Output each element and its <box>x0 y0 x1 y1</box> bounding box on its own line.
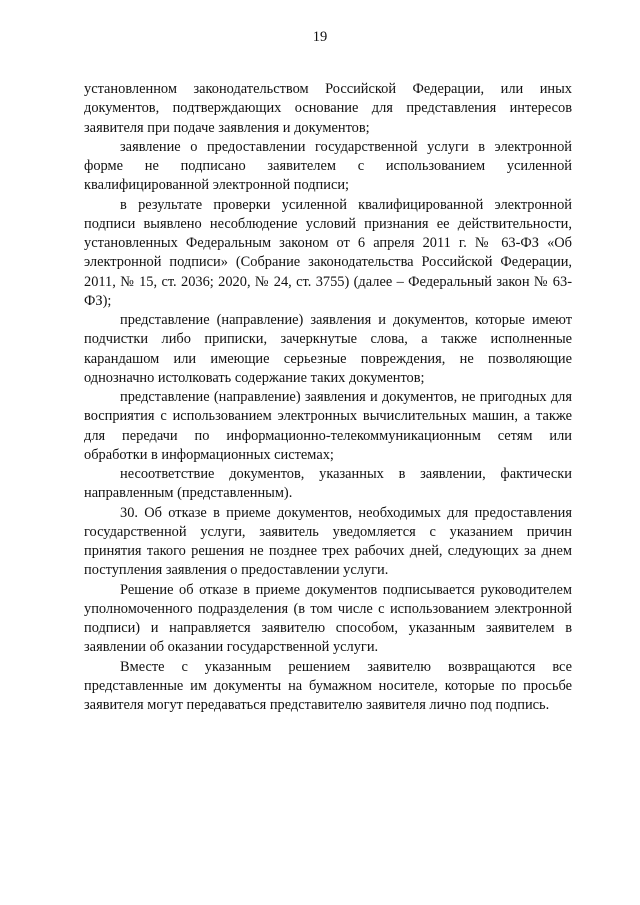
paragraph-mismatch: несоответствие документов, указанных в заявлении, фактически направленным (представленным). <box>84 466 572 502</box>
paragraph-documents-return: Вместе с указанным решением заявителю возвращаются все представленные им документы на бумажном носителе, которые по просьбе заявителя могут передаваться представителю заявителя лично под подпись. <box>84 658 572 713</box>
paragraph-damaged-documents: представление (направление) заявления и документов, которые имеют подчистки либо приписки, зачеркнутые слова, а также исполненные карандашом или имеющие серьезные повреждения, не позволяющие однозначно истолковать содержание таких документов; <box>84 312 572 386</box>
document-body <box>84 80 572 715</box>
paragraph-signature-check: в результате проверки усиленной квалифицированной электронной подписи выявлено несоблюдение условий признания ее действительности, установленных Федеральным законом от 6 апреля 2011 г. № 63-ФЗ «Об электронной подписи» (Собрание законодательства Российской Федерации, 2011, № 15, ст. 2036; 2020, № 24, ст. 3755) (далее – Федеральный закон № 63-ФЗ); <box>84 196 572 309</box>
paragraph-unsigned-application: заявление о предоставлении государственной услуги в электронной форме не подписано заявителем с использованием усиленной квалифицированной электронной подписи; <box>84 138 572 194</box>
paragraph-continuation: установленном законодательством Российской Федерации, или иных документов, подтверждающих основание для представления интересов заявителя при подаче заявления и документов; <box>84 81 572 136</box>
paragraph-refusal-signing: Решение об отказе в приеме документов подписывается руководителем уполномоченного подразделения (в том числе с использованием электронной подписи) и направляется заявителю способом, указанным заявителем в заявлении об оказании государственной услуги. <box>84 581 572 656</box>
paragraph-unreadable-documents: представление (направление) заявления и документов, не пригодных для восприятия с использованием электронных вычислительных машин, а также для передачи по информационно-телекоммуникационным сетям или обработки в информационных системах; <box>84 389 572 463</box>
paragraph-item-30: 30. Об отказе в приеме документов, необходимых для предоставления государственной услуги, заявитель уведомляется с указанием причин принятия такого решения не позднее трех рабочих дней, следующих за днем поступления заявления о предоставлении услуги. <box>84 504 572 579</box>
page-number: 19 <box>312 29 328 45</box>
